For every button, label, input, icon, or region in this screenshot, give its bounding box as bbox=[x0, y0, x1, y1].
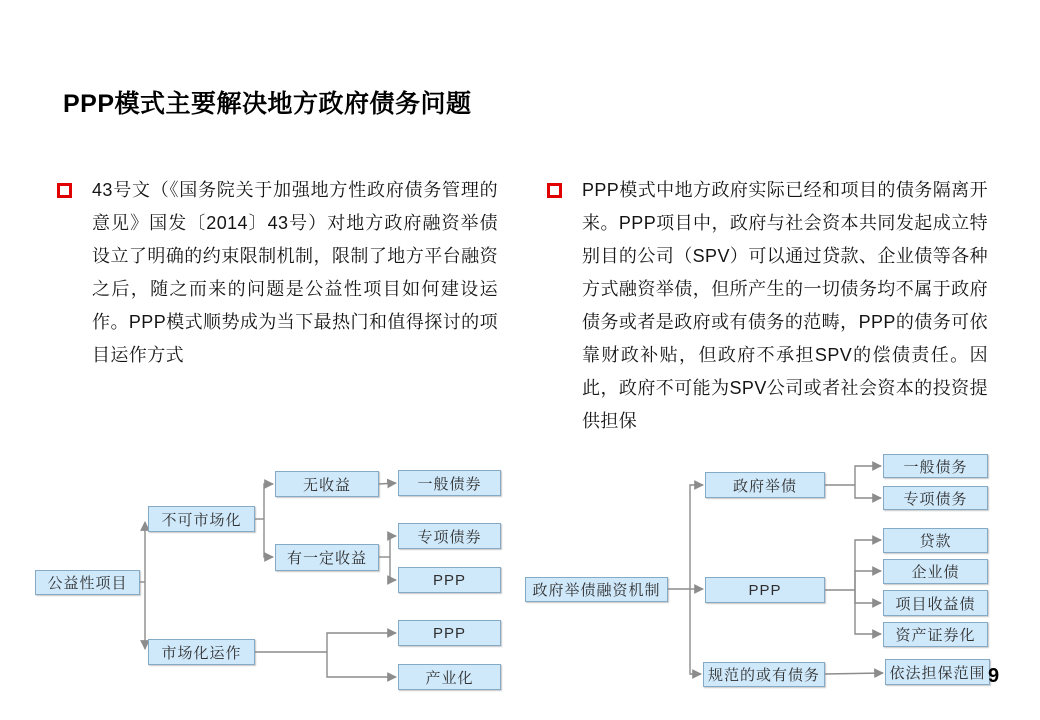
bullet-square-icon bbox=[547, 183, 562, 198]
node-industrialization: 产业化 bbox=[398, 664, 501, 690]
node-gov-borrowing: 政府举债 bbox=[705, 472, 825, 498]
bullet-square-icon bbox=[57, 183, 72, 198]
page-number: 9 bbox=[988, 665, 1000, 687]
bullet-item-right bbox=[547, 174, 988, 438]
node-ppp-some-income: PPP bbox=[398, 567, 501, 593]
node-public-welfare-project: 公益性项目 bbox=[35, 570, 140, 595]
node-some-income: 有一定收益 bbox=[275, 544, 379, 571]
bullet-text-left: 43号文（《国务院关于加强地方性政府债务管理的意见》国发〔2014〕43号）对地方政府融资举债设立了明确的约束限制机制，限制了地方平台融资之后，随之而来的问题是公益性项目如何建设运作。PPP模式顺势成为当下最热门和值得探讨的项目运作方式 bbox=[92, 180, 498, 365]
node-ppp-marketized: PPP bbox=[398, 620, 501, 646]
node-corporate-bonds: 企业债 bbox=[883, 559, 988, 584]
page-title: PPP模式主要解决地方政府债务问题 bbox=[63, 90, 472, 118]
node-legal-guarantee-scope: 依法担保范围 bbox=[885, 659, 990, 685]
node-gov-financing-mechanism: 政府举债融资机制 bbox=[525, 577, 668, 602]
node-project-revenue-bonds: 项目收益债 bbox=[883, 590, 988, 616]
node-loans: 贷款 bbox=[883, 528, 988, 553]
node-marketized-operation: 市场化运作 bbox=[148, 639, 255, 665]
node-special-debt: 专项债务 bbox=[883, 486, 988, 510]
node-regulated-contingent-debt: 规范的或有债务 bbox=[703, 662, 825, 687]
node-ppp: PPP bbox=[705, 577, 825, 603]
node-general-bonds: 一般债券 bbox=[398, 470, 501, 496]
node-non-marketable: 不可市场化 bbox=[148, 506, 255, 532]
node-general-debt: 一般债务 bbox=[883, 454, 988, 478]
node-asset-securitization: 资产证券化 bbox=[883, 622, 988, 647]
bullet-text-right: PPP模式中地方政府实际已经和项目的债务隔离开来。PPP项目中，政府与社会资本共同发起成立特别目的公司（SPV）可以通过贷款、企业债等各种方式融资举债，但所产生的一切债务均不属于政府债务或者是政府或有债务的范畴，PPP的债务可依靠财政补贴，但政府不承担SPV的偿债责任。因此，政府不可能为SPV公司或者社会资本的投资提供担保 bbox=[582, 180, 988, 431]
node-no-income: 无收益 bbox=[275, 471, 379, 497]
bullet-item-left bbox=[57, 174, 498, 372]
node-special-bonds: 专项债券 bbox=[398, 523, 501, 549]
